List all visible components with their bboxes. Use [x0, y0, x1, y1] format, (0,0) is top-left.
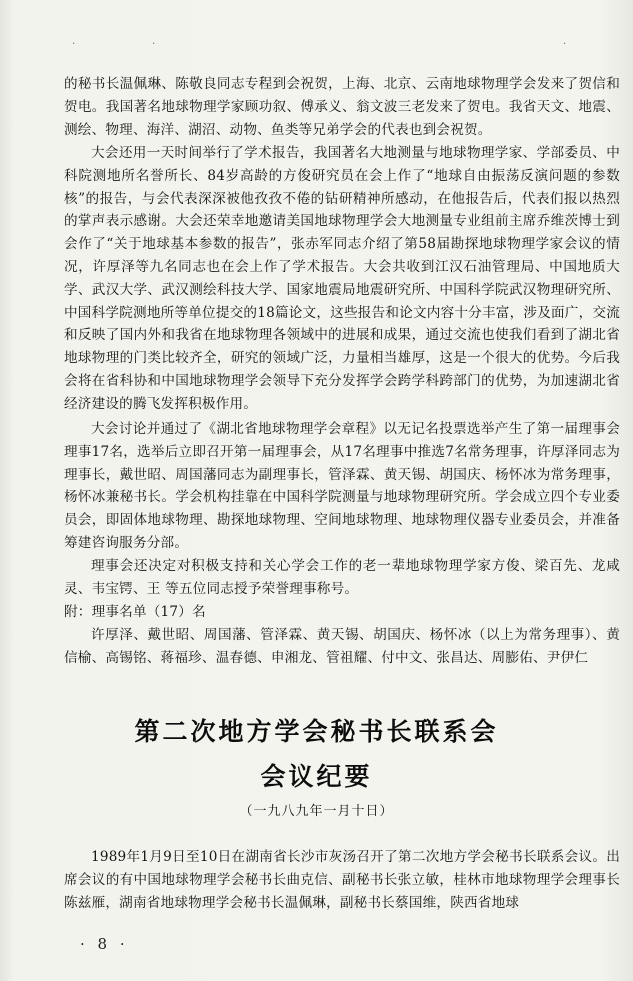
- article-body: 1989年1月9日至10日在湖南省长沙市灰汤召开了第二次地方学会秘书长联系会议。出席会议的有中国地球物理学会秘书长曲克信、副秘书长张立敏，桂林市地球物理学会理事长陈兹雁，湖南省地球物理学会秘书长温佩琳，副秘书长蔡国维，陕西省地球: [64, 849, 620, 911]
- appendix-label: 附：理事名单（17）名: [64, 604, 206, 620]
- article-title-line2: 会议纪要: [260, 762, 373, 791]
- paragraph-academic-reports: 大会还用一天时间举行了学术报告，我国著名大地测量与地球物理学家、学部委员、中科院测地所名誉所长、84岁高龄的方俊研究员在会上作了“地球自由振荡反演问题的参数核”的报告，与会代表深深被他孜孜不倦的钻研精神所感动，在他报告后，代表们报以热烈的掌声表示感谢。大会还荣幸地邀请美国地球物理学会大地测量专业组前主席乔维茨博士到会作了“关于地球基本参数的报告”，张赤军同志介绍了第58届勘探地球物理学家会议的情况，许厚泽等九名同志也在会上作了学术报告。大会共收到江汉石油管理局、中国地质大学、武汉大学、武汉测绘科技大学、国家地震局地震研究所、中国科学院武汉物理研究所、中国科学院测地所等单位提交的18篇论文，这些报告和论文内容十分丰富，涉及面广，交流和反映了国内外和我省在地球物理各领域中的进展和成果，通过交流也使我们看到了湖北省地球物理的门类比较齐全，研究的领域广泛，力量相当雄厚，这是一个很大的优势。今后我会将在省科协和中国地球物理学会领导下充分发挥学会跨学科跨部门的优势，为加速湖北省经济建设的腾飞发挥积极作用。: [64, 145, 620, 412]
- scan-speck: ·: [563, 39, 567, 50]
- paragraph-charter-election: 大会讨论并通过了《湖北省地球物理学会章程》以无记名投票选举产生了第一届理事会理事17名，选举后立即召开第一届理事会，从17名理事中推选7名常务理事，许厚泽同志为理事长，戴世昭、周国藩同志为副理事长，管泽霖、黄天锡、胡国庆、杨怀冰为常务理事，杨怀冰兼秘书长。学会机构挂靠在中国科学院测量与地球物理研究所。学会成立四个专业委员会，即固体地球物理、勘探地球物理、空间地球物理、地球物理仪器专业委员会，并准备筹建咨询服务分部。: [64, 421, 620, 551]
- paragraph-congratulations: 的秘书长温佩琳、陈敬良同志专程到会祝贺，上海、北京、云南地球物理学会发来了贺信和贺电。我国著名地球物理学家顾功叙、傅承义、翁文波三老发来了贺电。我省天文、地震、测绘、物理、海洋、湖沼、动物、鱼类等兄弟学会的代表也到会祝贺。: [64, 76, 620, 138]
- article-date: （一九八九年一月十日）: [239, 804, 394, 819]
- page-number: · 8 ·: [80, 935, 129, 953]
- appendix-names: 许厚泽、戴世昭、周国藩、管泽霖、黄天锡、胡国庆、杨怀冰（以上为常务理事）、黄信榆、高锡铭、蒋福珍、温春德、申湘龙、管祖耀、付中文、张昌达、周膨佑、尹伊仁: [64, 627, 620, 666]
- scan-speck: ·: [152, 39, 156, 50]
- scan-speck: ·: [72, 39, 76, 50]
- paragraph-honorary-directors: 理事会还决定对积极支持和关心学会工作的老一辈地球物理学家方俊、梁百先、龙咸灵、韦宝锷、王 等五位同志授予荣誉理事称号。: [64, 558, 620, 597]
- article-title-line1: 第二次地方学会秘书长联系会: [134, 717, 499, 746]
